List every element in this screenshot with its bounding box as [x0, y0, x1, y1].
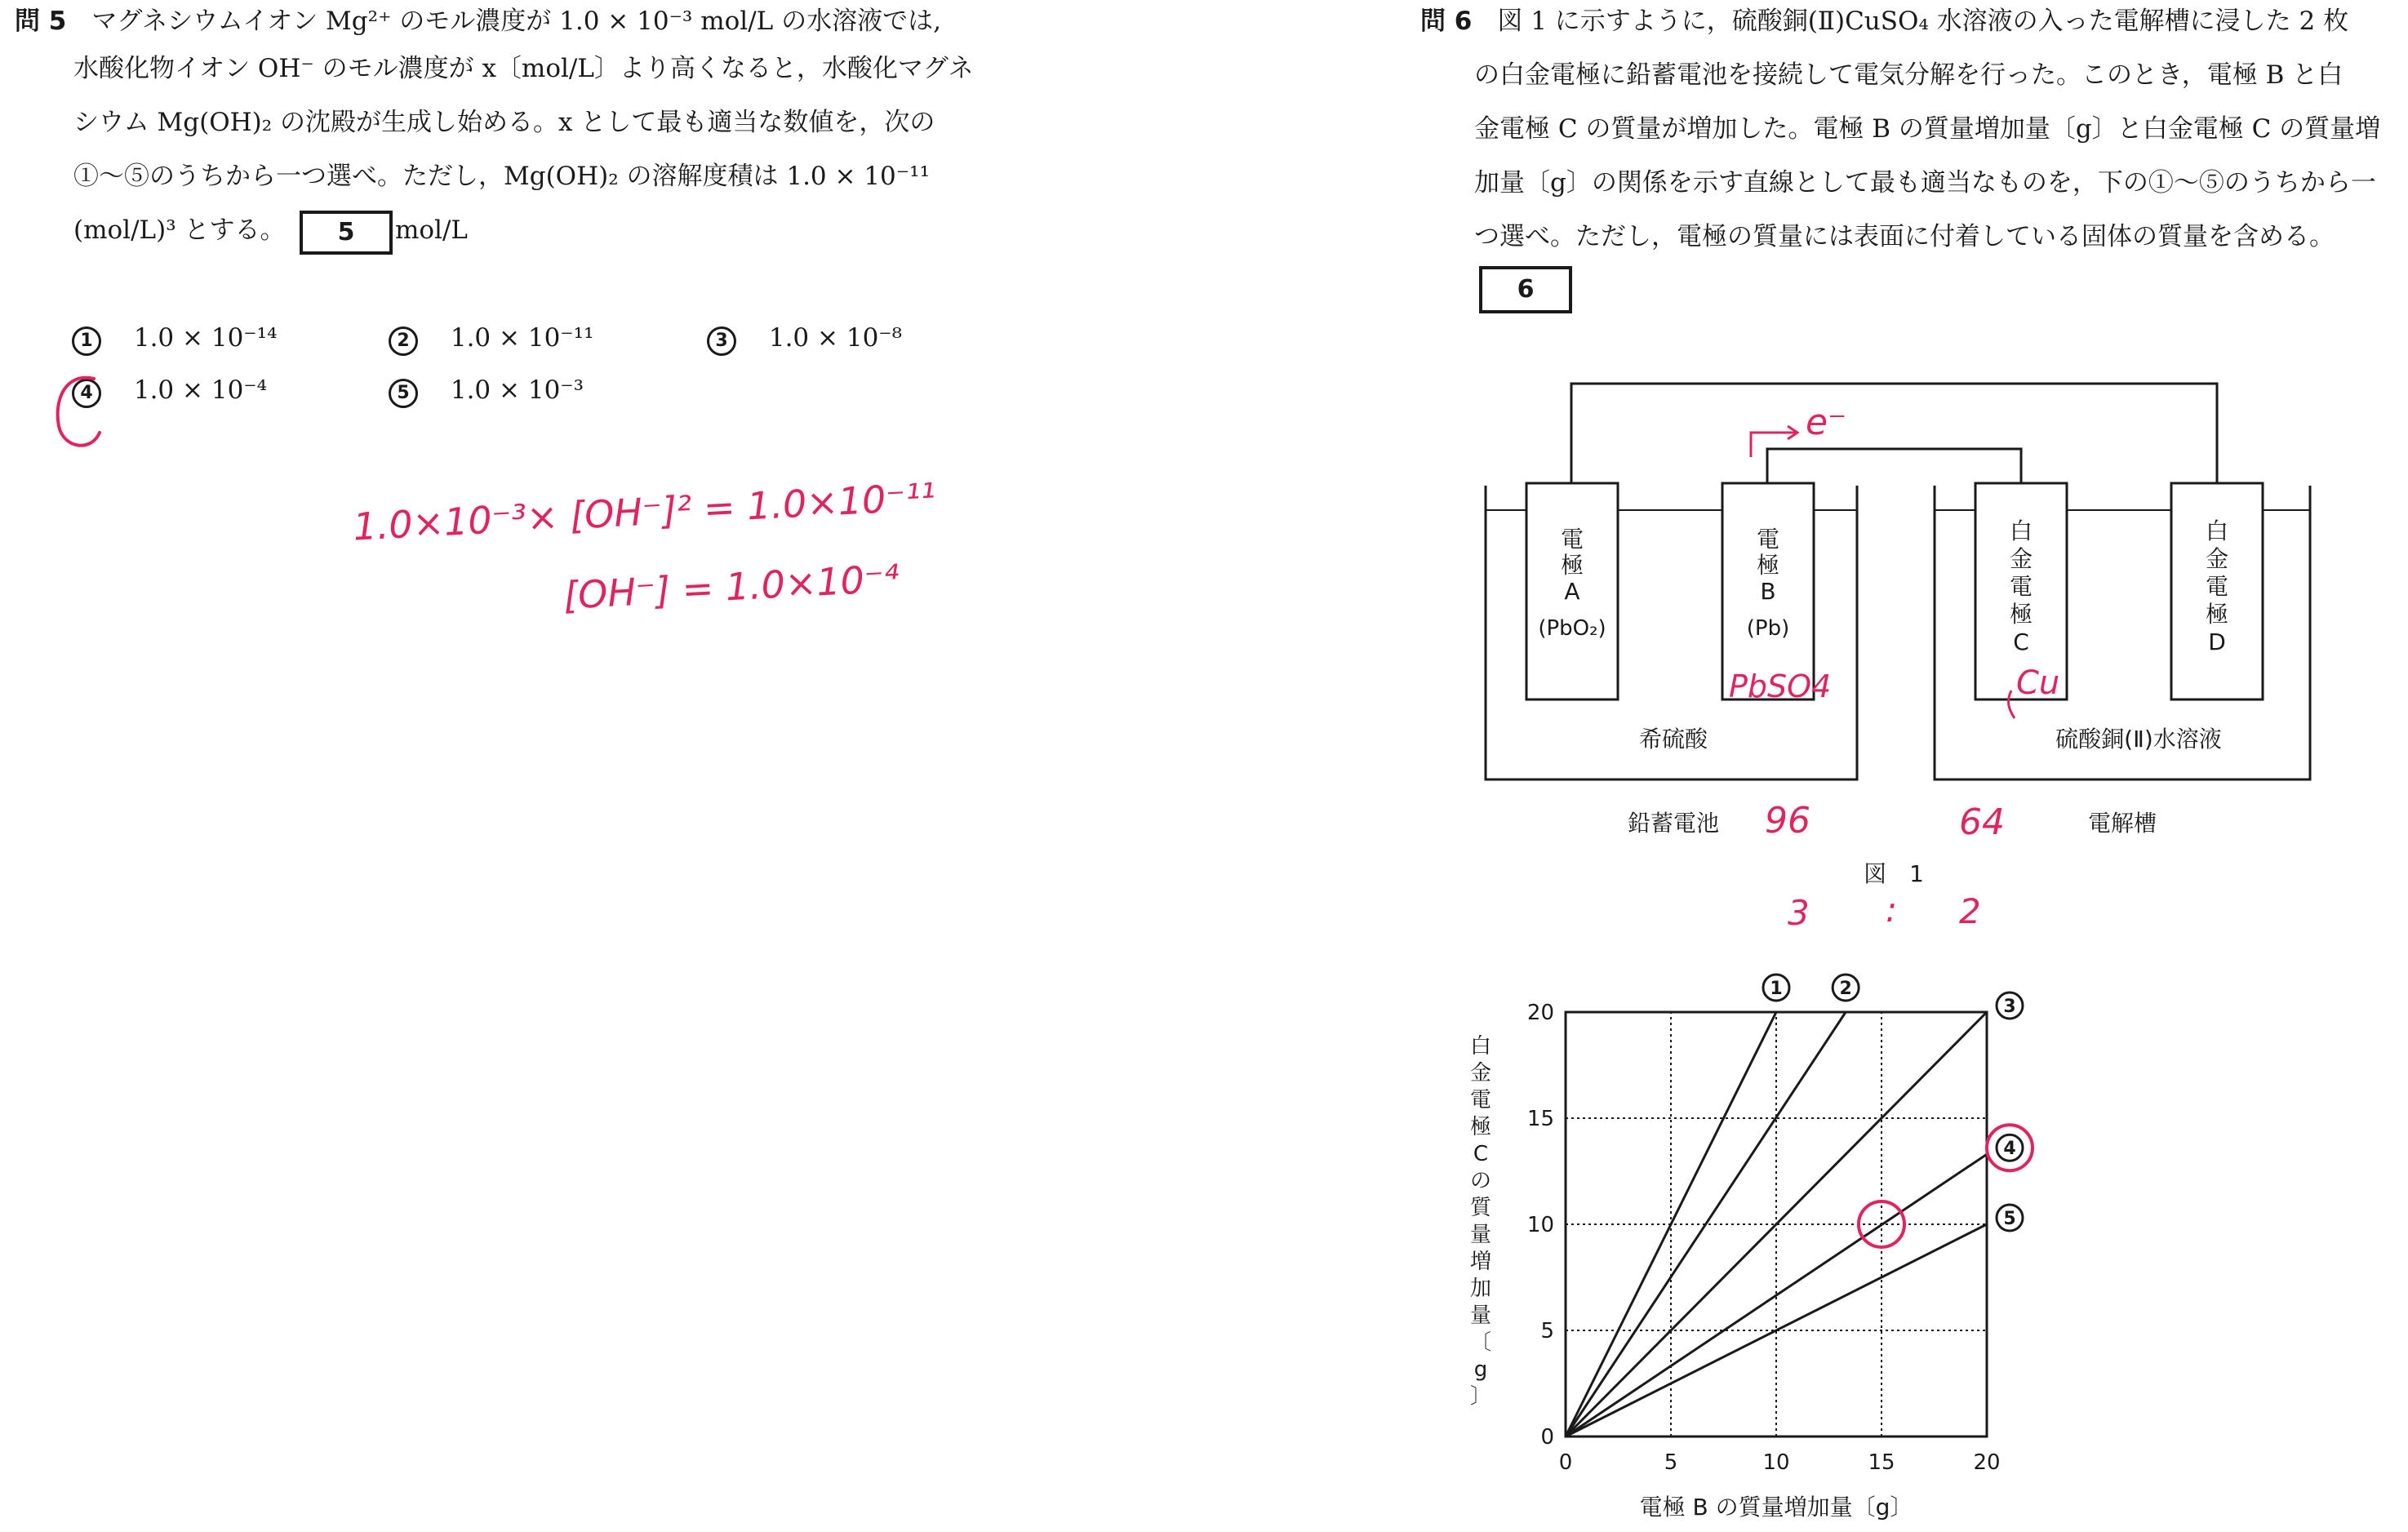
option-value-5: 1.0 × 10⁻³: [450, 375, 584, 405]
electrode-d-label-5: D: [2208, 628, 2226, 655]
y-axis-label-char: 増: [1469, 1250, 1492, 1274]
y-tick-5: 5: [1540, 1319, 1554, 1343]
handwritten-equation-1: 1.0×10⁻³× [OH⁻]² = 1.0×10⁻¹¹: [352, 474, 937, 549]
y-axis-label-char: 金: [1469, 1061, 1492, 1086]
q5-option-3[interactable]: [707, 323, 902, 356]
handwritten-equation-2: [OH⁻] = 1.0×10⁻⁴: [562, 556, 900, 618]
option-value-3: 1.0 × 10⁻⁸: [768, 323, 903, 353]
q6-label: 問 6: [1420, 7, 1473, 36]
figure-1-apparatus: [1469, 367, 2335, 890]
x-tick-15: 15: [1868, 1450, 1895, 1475]
option-number-5: 5: [389, 379, 418, 408]
option-number-2: 2: [389, 326, 418, 356]
handwritten-96: 96: [1765, 800, 1810, 841]
right-caption: 電解槽: [2087, 810, 2157, 837]
y-axis-label-char: 質: [1469, 1196, 1492, 1220]
electrode-c-label-4: 極: [2009, 601, 2033, 628]
q6-line3: 金電極 C の質量が増加した。電極 B の質量増加量〔g〕と白金電極 C の質量増: [1474, 114, 2381, 144]
series-label-4: 4: [2003, 1139, 2016, 1160]
q5-text-1: マグネシウムイオン Mg²⁺ のモル濃度が 1.0 × 10⁻³ mol/L の水溶液では,: [91, 7, 941, 36]
y-axis-label-char: 極: [1469, 1115, 1492, 1139]
electrode-b-label-3: B: [1760, 578, 1776, 605]
y-tick-15: 15: [1526, 1107, 1554, 1131]
electrode-c-label-5: C: [2013, 628, 2029, 655]
electrode-a-label-4: (PbO₂): [1538, 616, 1606, 641]
electrode-c-label-1: 白: [2009, 517, 2033, 544]
series-label-1: 1: [1770, 979, 1783, 999]
option-value-4: 1.0 × 10⁻⁴: [133, 375, 268, 405]
handwritten-cu: Cu: [2016, 664, 2060, 702]
q5-line1: [15, 7, 941, 37]
left-caption: 鉛蓄電池: [1627, 810, 1720, 837]
q6-answer-box[interactable]: 6: [1479, 266, 1572, 313]
electrode-d-label-2: 金: [2205, 545, 2229, 572]
q5-line2: 水酸化物イオン OH⁻ のモル濃度が x〔mol/L〕より高くなると，水酸化マグネ: [73, 54, 974, 83]
electrode-b-label-1: 電: [1756, 526, 1780, 553]
wire-outer: [1571, 384, 2217, 483]
x-tick-5: 5: [1664, 1450, 1678, 1475]
y-tick-10: 10: [1526, 1213, 1554, 1237]
handwritten-electron: e⁻: [1806, 402, 1847, 443]
electrode-d-label-4: 極: [2205, 601, 2229, 628]
x-tick-10: 10: [1762, 1450, 1790, 1475]
y-tick-20: 20: [1526, 1001, 1554, 1025]
series-label-5: 5: [2003, 1209, 2016, 1229]
handwritten-pbso4: PbSO4: [1729, 668, 1832, 704]
electrode-b-label-4: (Pb): [1746, 616, 1790, 641]
option-number-3: 3: [707, 326, 736, 356]
electrode-d-label-3: 電: [2205, 573, 2229, 600]
handwritten-64: 64: [1959, 802, 2005, 843]
y-axis-label-char: 電: [1469, 1088, 1492, 1112]
y-axis-label-char: g: [1473, 1357, 1488, 1382]
q5-answer-box[interactable]: 5: [300, 211, 393, 255]
q6-line2: の白金電極に鉛蓄電池を接続して電気分解を行った。このとき，電極 B と白: [1474, 60, 2344, 90]
x-tick-20: 20: [1973, 1450, 2001, 1475]
q6-text-1: 図 1 に示すように，硫酸銅(Ⅱ)CuSO₄ 水溶液の入った電解槽に浸した 2 枚: [1497, 7, 2349, 36]
option-number-4: 4: [72, 379, 101, 408]
y-axis-label-char: の: [1469, 1169, 1492, 1193]
y-axis-label-char: 量: [1469, 1223, 1492, 1247]
y-axis-label-char: 白: [1469, 1034, 1492, 1059]
handwritten-ratio-3: 3: [1788, 893, 1810, 933]
handwritten-ratio-colon: :: [1886, 890, 1898, 930]
electrode-a-label-2: 極: [1560, 552, 1584, 579]
q5-label: 問 5: [15, 7, 67, 36]
y-axis-label-char: 量: [1469, 1303, 1492, 1328]
left-solution-label: 希硫酸: [1638, 726, 1708, 753]
option-value-1: 1.0 × 10⁻¹⁴: [133, 323, 278, 353]
series-label-3: 3: [2003, 997, 2016, 1017]
handwritten-ratio-2: 2: [1959, 891, 1981, 931]
q5-option-2[interactable]: [389, 323, 594, 356]
option-number-1: 1: [72, 326, 101, 356]
q6-line5: つ選べ。ただし，電極の質量には表面に付着している固体の質量を含める。: [1474, 222, 2335, 251]
right-solution-label: 硫酸銅(Ⅱ)水溶液: [2055, 726, 2222, 753]
answer-circle-mark: [49, 367, 114, 457]
y-axis-label-char: C: [1473, 1142, 1489, 1166]
electrode-a-label-3: A: [1564, 578, 1580, 605]
q5-option-5[interactable]: [389, 375, 584, 408]
q5-line5: (mol/L)³ とする。: [73, 215, 286, 245]
series-label-2: 2: [1839, 979, 1852, 999]
electrode-b-label-2: 極: [1756, 552, 1780, 579]
electrode-c-label-2: 金: [2009, 545, 2033, 572]
q6-line1: [1420, 7, 2348, 37]
q5-option-1[interactable]: [72, 323, 278, 356]
y-tick-0: 0: [1540, 1425, 1554, 1450]
electrode-c-label-3: 電: [2009, 573, 2033, 600]
y-axis-label-char: 〔: [1469, 1330, 1492, 1355]
x-tick-0: 0: [1558, 1450, 1573, 1475]
electron-arrow-mark: [1751, 433, 1796, 457]
x-axis-label: 電極 B の質量増加量〔g〕: [1639, 1494, 1913, 1521]
wire-inner: [1767, 449, 2021, 483]
q5-line4: ①〜⑤のうちから一つ選べ。ただし，Mg(OH)₂ の溶解度積は 1.0 × 10⁻¹¹: [73, 162, 931, 191]
y-axis-label-char: 加: [1469, 1277, 1492, 1301]
q5-line3: シウム Mg(OH)₂ の沈殿が生成し始める。x として最も適当な数値を，次の: [73, 108, 935, 137]
q6-line4: 加量〔g〕の関係を示す直線として最も適当なものを，下の①〜⑤のうちから一: [1474, 168, 2376, 198]
q5-unit: mol/L: [395, 215, 469, 245]
mass-increase-chart: [1461, 971, 2049, 1532]
figure-caption: 図 1: [1864, 860, 1924, 887]
option-value-2: 1.0 × 10⁻¹¹: [450, 323, 594, 353]
electrode-d-label-1: 白: [2205, 517, 2229, 544]
y-axis-label-char: 〕: [1469, 1384, 1492, 1409]
electrode-a-label-1: 電: [1560, 526, 1584, 553]
